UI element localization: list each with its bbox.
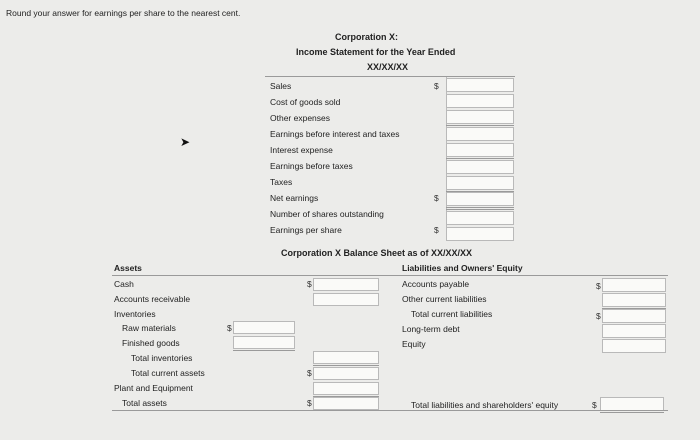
dollar-sign: $ [596, 281, 601, 291]
finished-goods-input[interactable] [233, 336, 295, 349]
shares-outstanding-input[interactable] [446, 211, 514, 225]
label-finished-goods: Finished goods [122, 338, 180, 348]
income-statement-title: Corporation X: [335, 32, 398, 42]
dollar-sign: $ [596, 311, 601, 321]
ebit-input[interactable] [446, 127, 514, 141]
label-inventories: Inventories [114, 309, 156, 319]
total-inventories-input[interactable] [313, 351, 379, 364]
label-other-current-liabilities: Other current liabilities [402, 294, 487, 304]
label-raw-materials: Raw materials [122, 323, 176, 333]
mouse-cursor-icon: ➤ [180, 135, 191, 149]
dollar-sign: $ [307, 398, 312, 408]
label-earnings-per-share: Earnings per share [270, 225, 342, 235]
label-accounts-payable: Accounts payable [402, 279, 470, 289]
label-cost-of-goods-sold: Cost of goods sold [270, 97, 341, 107]
liabilities-header: Liabilities and Owners' Equity [402, 263, 523, 273]
accounts-payable-input[interactable] [602, 278, 666, 292]
label-total-assets: Total assets [122, 398, 167, 408]
income-statement-date: XX/XX/XX [367, 62, 409, 72]
interest-expense-input[interactable] [446, 143, 514, 157]
label-plant-equipment: Plant and Equipment [114, 383, 193, 393]
dollar-sign: $ [434, 225, 439, 235]
other-expenses-input[interactable] [446, 110, 514, 124]
label-cash: Cash [114, 279, 134, 289]
cash-input[interactable] [313, 278, 379, 291]
eps-input[interactable] [446, 227, 514, 241]
cogs-input[interactable] [446, 94, 514, 108]
label-total-current-assets: Total current assets [131, 368, 205, 378]
label-total-liabilities-equity: Total liabilities and shareholders' equity [411, 400, 559, 410]
label-earnings-before-taxes: Earnings before taxes [270, 161, 353, 171]
taxes-input[interactable] [446, 176, 514, 190]
label-sales: Sales [270, 81, 292, 91]
income-statement-subtitle: Income Statement for the Year Ended [296, 47, 456, 57]
total-assets-input[interactable] [313, 397, 379, 410]
dollar-sign: $ [307, 279, 312, 289]
label-ebit: Earnings before interest and taxes [270, 129, 400, 139]
accounts-receivable-input[interactable] [313, 293, 379, 306]
net-earnings-input[interactable] [446, 192, 514, 206]
equity-input[interactable] [602, 339, 666, 353]
dollar-sign: $ [307, 368, 312, 378]
other-current-liabilities-input[interactable] [602, 293, 666, 307]
long-term-debt-input[interactable] [602, 324, 666, 338]
label-taxes: Taxes [270, 177, 293, 187]
label-accounts-receivable: Accounts receivable [114, 294, 191, 304]
label-long-term-debt: Long-term debt [402, 324, 460, 334]
label-shares-outstanding: Number of shares outstanding [270, 209, 384, 219]
label-equity: Equity [402, 339, 426, 349]
sales-input[interactable] [446, 78, 514, 92]
total-current-liabilities-input[interactable] [602, 309, 666, 323]
dollar-sign: $ [227, 323, 232, 333]
total-liabilities-equity-input[interactable] [600, 397, 664, 411]
label-interest-expense: Interest expense [270, 145, 333, 155]
label-net-earnings: Net earnings [270, 193, 319, 203]
label-total-current-liabilities: Total current liabilities [411, 309, 493, 319]
raw-materials-input[interactable] [233, 321, 295, 334]
balance-sheet-title: Corporation X Balance Sheet as of XX/XX/XX [281, 248, 473, 258]
label-total-inventories: Total inventories [131, 353, 193, 363]
total-current-assets-input[interactable] [313, 367, 379, 380]
assets-header: Assets [114, 263, 142, 273]
dollar-sign: $ [592, 400, 597, 410]
dollar-sign: $ [434, 81, 439, 91]
ebt-input[interactable] [446, 160, 514, 174]
label-other-expenses: Other expenses [270, 113, 331, 123]
instruction-text: Round your answer for earnings per share to the nearest cent. [6, 8, 241, 18]
plant-equipment-input[interactable] [313, 382, 379, 395]
dollar-sign: $ [434, 193, 439, 203]
